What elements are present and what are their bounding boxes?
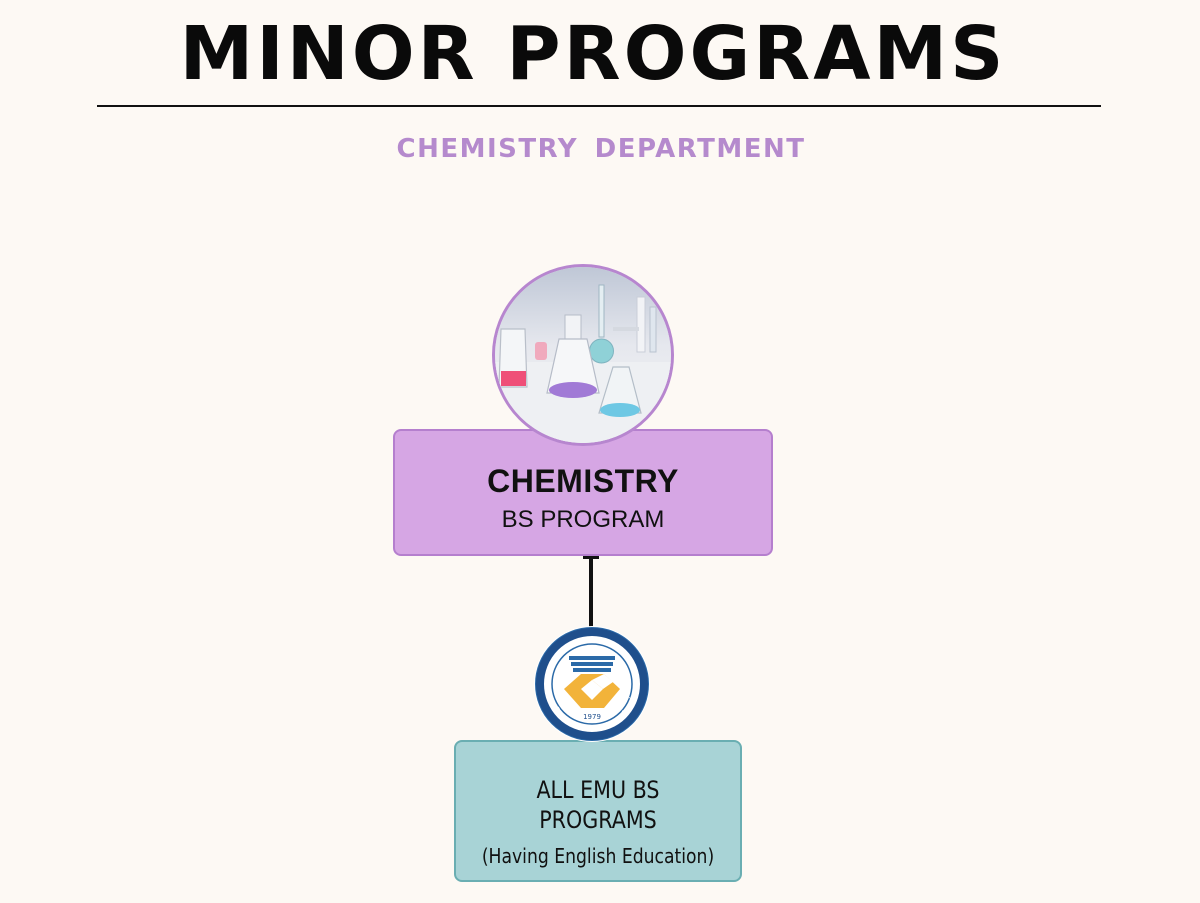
page-title: MINOR PROGRAMS (179, 11, 1007, 97)
chemistry-node-title: CHEMISTRY (487, 463, 679, 499)
svg-text:EASTERN MEDITERRANEAN UNIVERSI: TERN MEDITERRANEAN UNIVER (544, 636, 640, 687)
emu-logo-icon (531, 624, 653, 744)
svg-text:DOĞU AKDENİZ ÜNİVERSİTESİ: DOĞU AKDENİZ ÜNİVERSİTESİ (546, 696, 638, 734)
emu-programs-node (454, 740, 742, 882)
chemistry-node-subtitle: BS PROGRAM (501, 506, 665, 533)
lab-glassware-photo (492, 264, 674, 446)
emu-seal (531, 624, 653, 744)
lab-glassware-illustration (495, 267, 671, 443)
department-subtitle: CHEMISTRY DEPARTMENT (396, 134, 806, 164)
chemistry-program-node (393, 429, 773, 556)
emu-node-subtitle: (Having English Education) (481, 844, 715, 868)
emu-logo-year: 1979 (583, 713, 601, 721)
emu-node-title: ALL EMU BS PROGRAMS (536, 776, 660, 834)
title-divider (97, 105, 1101, 107)
